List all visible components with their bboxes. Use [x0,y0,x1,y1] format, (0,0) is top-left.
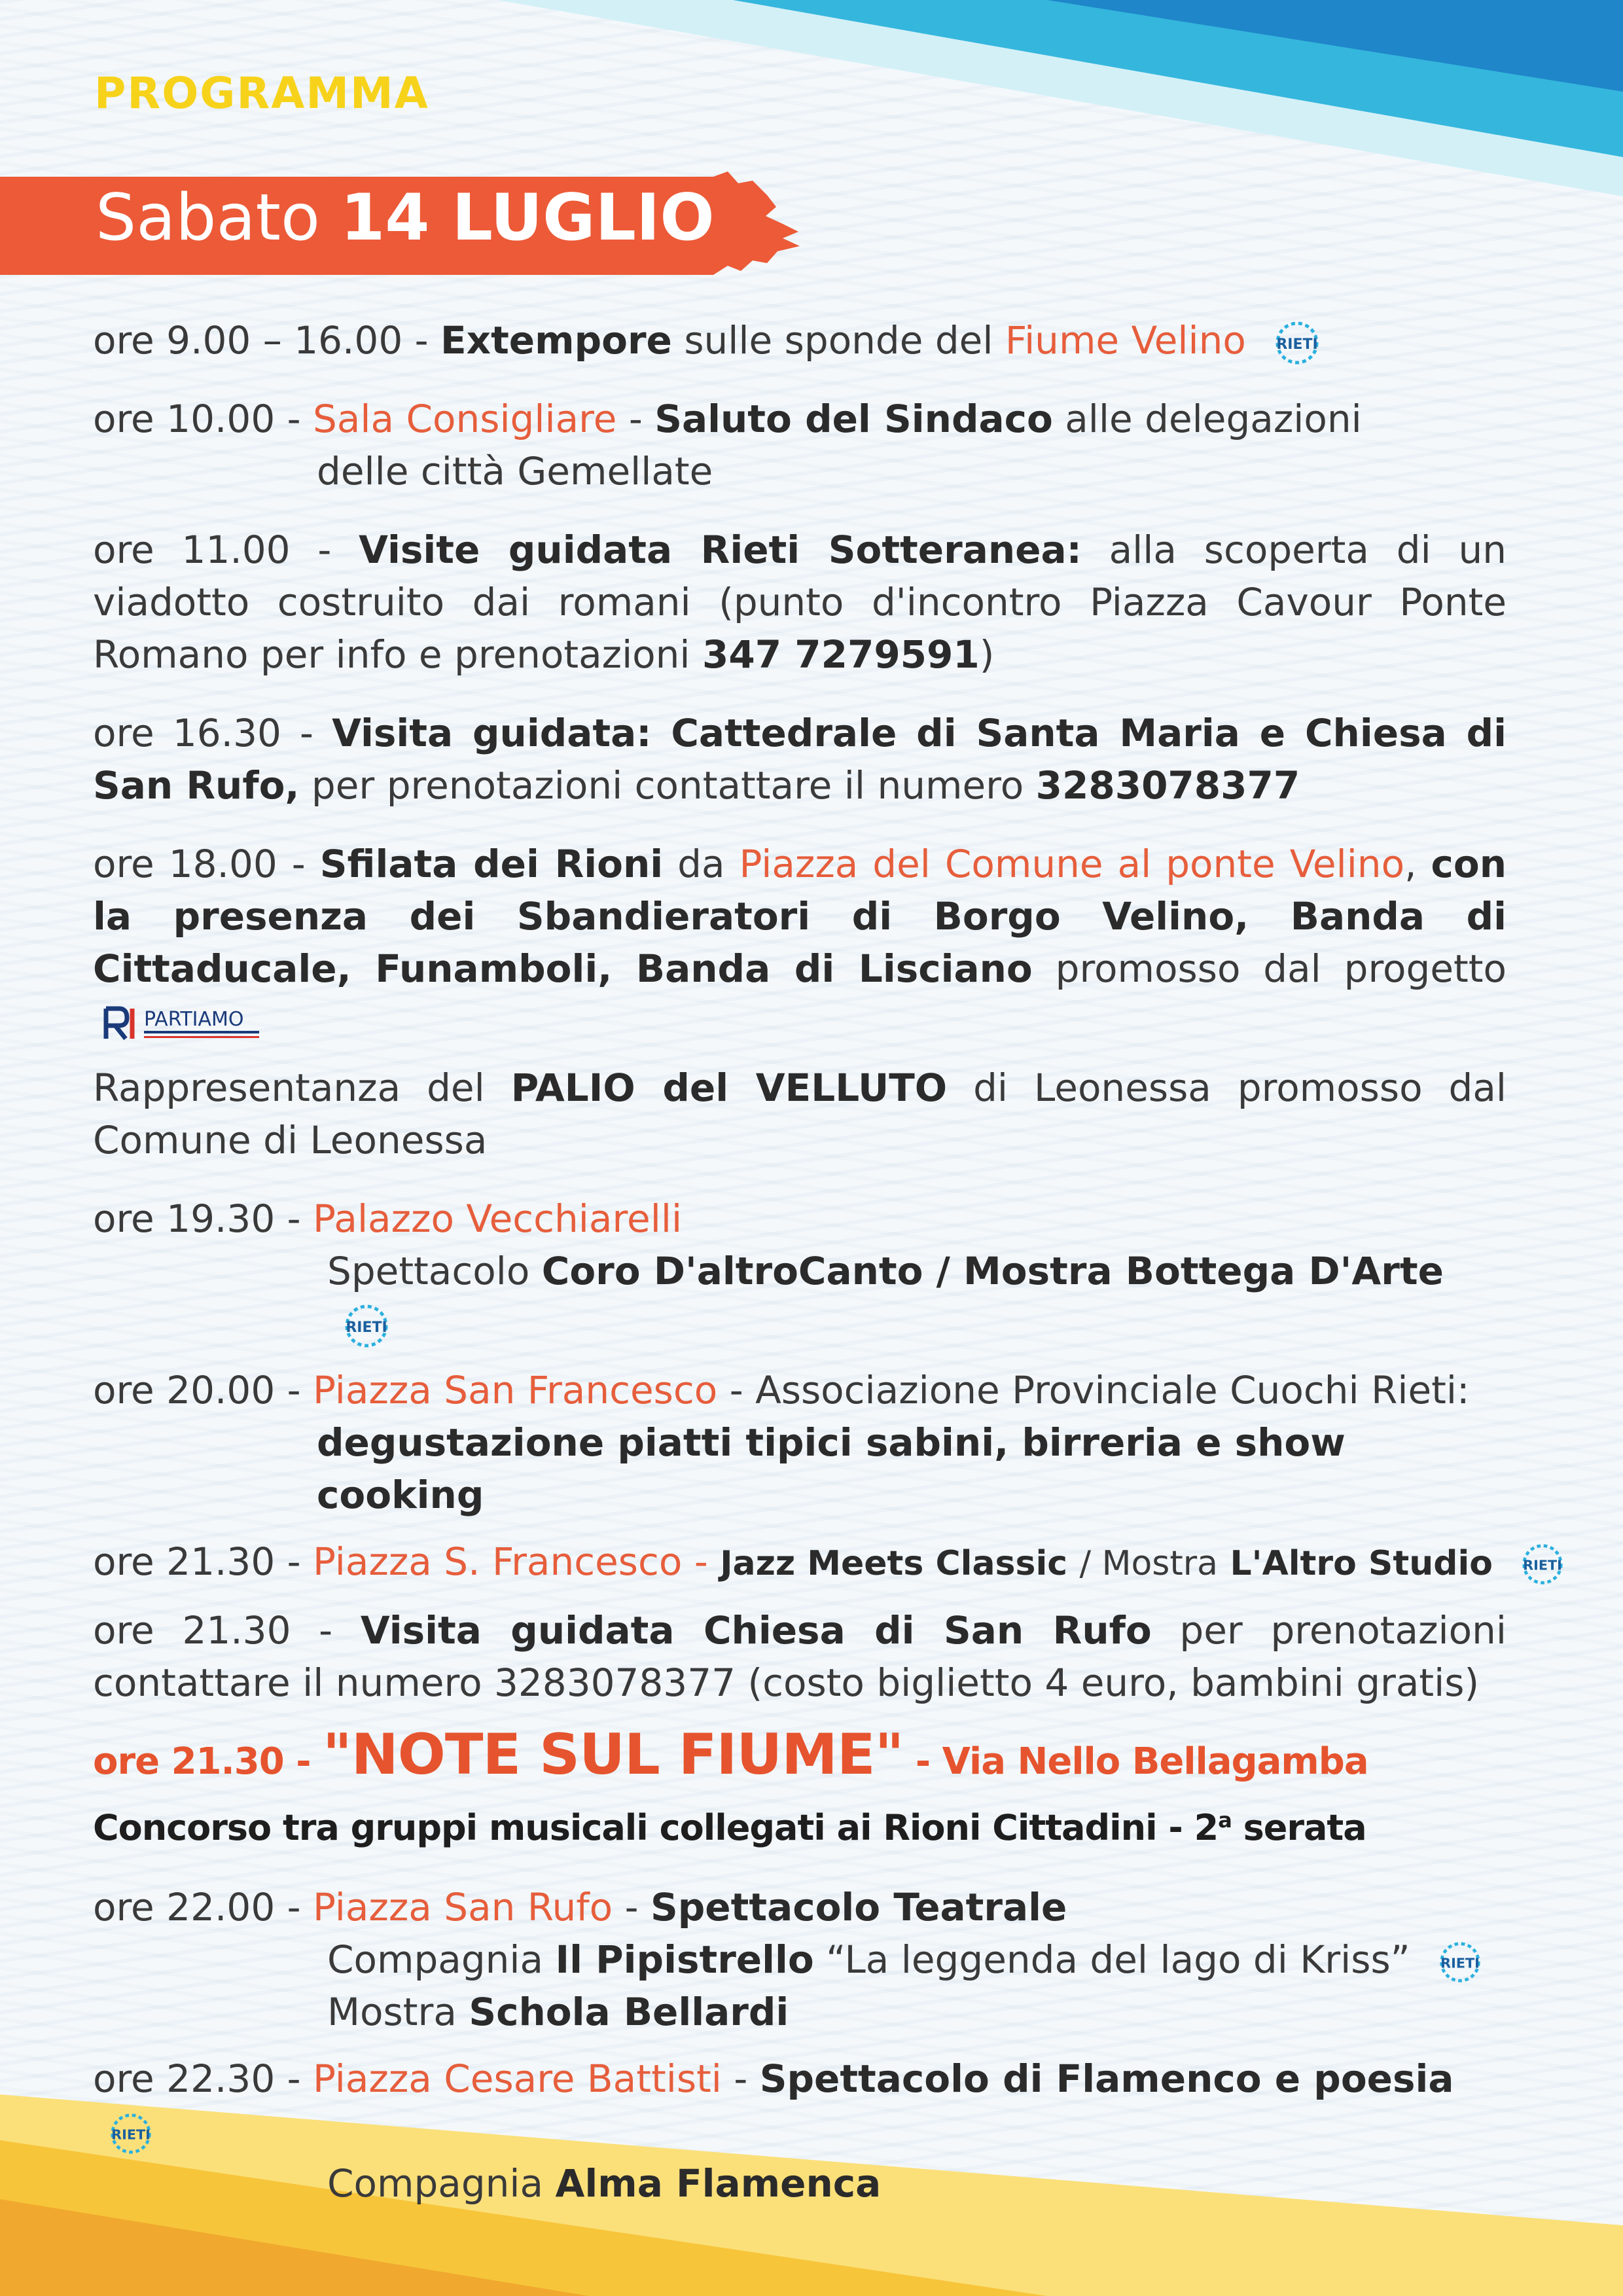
event-text: per prenotazioni contattare il numero [311,763,1024,808]
event-text: - Associazione Provinciale Cuochi Rieti: [729,1368,1470,1412]
event-title: Jazz Meets Classic [720,1544,1068,1583]
event-time: ore 10.00 - [93,397,301,441]
event-title: Extempore [440,318,672,363]
program-label: PROGRAMMA [94,68,429,118]
event-company: Il Pipistrello [555,1937,814,1982]
event-show-title: “La leggenda del lago di Kriss” [826,1937,1410,1982]
rieti-logo-text: RIETI [1523,1557,1563,1573]
event-san-rufo-visit [93,1604,1507,1709]
event-text: Mostra [327,1990,457,2034]
event-place: Piazza S. Francesco - [313,1539,708,1584]
event-title: Spettacolo di Flamenco e poesia [759,2056,1454,2101]
featured-subtitle-sup: a [1218,1808,1232,1833]
event-teatrale [93,1881,1507,2038]
event-company: Alma Flamenca [555,2161,882,2206]
event-text-line2: delle città Gemellate [317,449,713,493]
event-title: Sfilata dei Rioni [319,842,664,886]
event-place: Piazza del Comune al ponte Velino [739,842,1405,886]
featured-place: - Via Nello Bellagamba [915,1740,1368,1783]
rieti-logo-icon [336,1303,397,1349]
featured-subtitle-text: Concorso tra gruppi musicali collegati ai Rioni Cittadini - 2 [93,1807,1219,1848]
featured-subtitle [93,1793,1507,1855]
day-title [96,181,715,255]
event-title: Coro D'altroCanto / Mostra Bottega D'Arte [541,1249,1444,1293]
day-date: 14 LUGLIO [340,181,715,255]
event-dash: - [628,397,643,441]
event-detail-line [93,1933,1507,1986]
event-time: ore 19.30 - [93,1196,301,1241]
event-text: per prenotazioni contattare il numero 3283078377 (costo biglietto 4 euro, bambini gratis) [93,1608,1507,1705]
featured-subtitle-end: serata [1231,1807,1366,1848]
event-comma: , [1404,842,1417,886]
event-phone: 3283078377 [1035,763,1300,808]
event-exhibit: L'Altro Studio [1230,1544,1493,1583]
event-palio [93,1062,1507,1166]
event-featured [93,1723,1507,1855]
rieti-logo-icon [102,2112,160,2155]
featured-headline [93,1723,1507,1793]
event-dash: - [624,1885,639,1929]
event-participants: con la presenza dei Sbandieratori di Borgo Velino, Banda di Cittaducale, Funamboli, Banda di Lisciano [93,842,1507,991]
event-place: Piazza San Francesco [313,1368,718,1412]
event-place: Palazzo Vecchiarelli [313,1196,683,1241]
event-sfilata [93,838,1507,1047]
event-text-close: ) [979,632,995,677]
event-text: Compagnia [327,1937,544,1982]
event-detail-line [93,1986,1507,2038]
rieti-logo-text: RIETI [111,2126,151,2143]
event-text: Spettacolo [327,1249,530,1293]
event-title: Visita guidata Chiesa di San Rufo [360,1608,1152,1653]
event-detail-line [93,2157,1507,2210]
day-prefix: Sabato [96,181,320,255]
event-title: Spettacolo Teatrale [650,1885,1067,1929]
rieti-logo-icon [1431,1941,1489,1984]
event-text: Compagnia [327,2161,544,2206]
event-time: ore 21.30 - [93,1539,301,1584]
event-text: / Mostra [1079,1544,1218,1583]
event-place: Fiume Velino [1005,318,1246,363]
event-dash: - [734,2056,748,2101]
event-place: Piazza Cesare Battisti [313,2056,722,2101]
event-text: alle delegazioni [1065,397,1362,441]
event-time: ore 22.30 - [93,2056,301,2101]
featured-title: "NOTE SUL FIUME" [322,1722,904,1787]
event-extempore [93,314,1507,367]
event-exhibit: Schola Bellardi [469,1990,789,2034]
event-flamenco [93,2053,1507,2210]
event-time: ore 22.00 - [93,1885,301,1929]
event-title: Visite guidata Rieti Sotteranea: [359,528,1082,572]
event-sotteranea [93,524,1507,681]
event-place: Piazza San Rufo [313,1885,613,1929]
event-text: sulle sponde del [684,318,993,363]
event-title: Saluto del Sindaco [654,397,1053,441]
event-vecchiarelli [93,1193,1507,1350]
event-text-tail: promosso dal progetto [1055,946,1507,991]
partiamo-logo-text: PARTIAMO [144,1007,244,1031]
event-text: da [677,842,725,886]
rieti-logo-icon [1267,320,1327,366]
event-time: ore 21.30 - [93,1608,333,1653]
rieti-logo-text: RIETI [346,1319,387,1336]
event-detail-line [93,1416,1507,1521]
event-place: Sala Consigliare [313,397,617,441]
event-detail-line [93,1245,1507,1350]
event-text: alla scoperta di un viadotto costruito dai romani (punto d'incontro Piazza Cavour Ponte Romano per info e prenotazioni [93,528,1507,677]
rieti-logo-icon [1514,1543,1571,1586]
event-cattedrale [93,707,1507,812]
event-title: PALIO del VELLUTO [510,1066,948,1110]
partiamo-logo-icon [102,1003,266,1044]
event-text: Rappresentanza del [93,1066,485,1110]
event-title: degustazione piatti tipici sabini, birreria e show cooking [317,1420,1346,1517]
event-time: ore 11.00 - [93,528,332,572]
event-time: ore 20.00 - [93,1368,301,1412]
rieti-logo-text: RIETI [1276,336,1319,353]
event-cuochi [93,1364,1507,1521]
featured-time: ore 21.30 - [93,1740,311,1783]
event-phone: 347 7279591 [702,632,980,677]
event-time: ore 9.00 – 16.00 - [93,318,429,363]
event-title: Visita guidata: Cattedrale di Santa Maria e Chiesa di San Rufo, [93,711,1507,808]
rieti-logo-text: RIETI [1440,1955,1480,1971]
event-list [93,314,1563,2236]
event-saluto [93,393,1507,497]
event-time: ore 18.00 - [93,842,306,886]
event-text-end: di Leonessa promosso dal Comune di Leonessa [93,1066,1507,1162]
event-jazz [93,1535,1563,1590]
event-time: ore 16.30 - [93,711,313,755]
